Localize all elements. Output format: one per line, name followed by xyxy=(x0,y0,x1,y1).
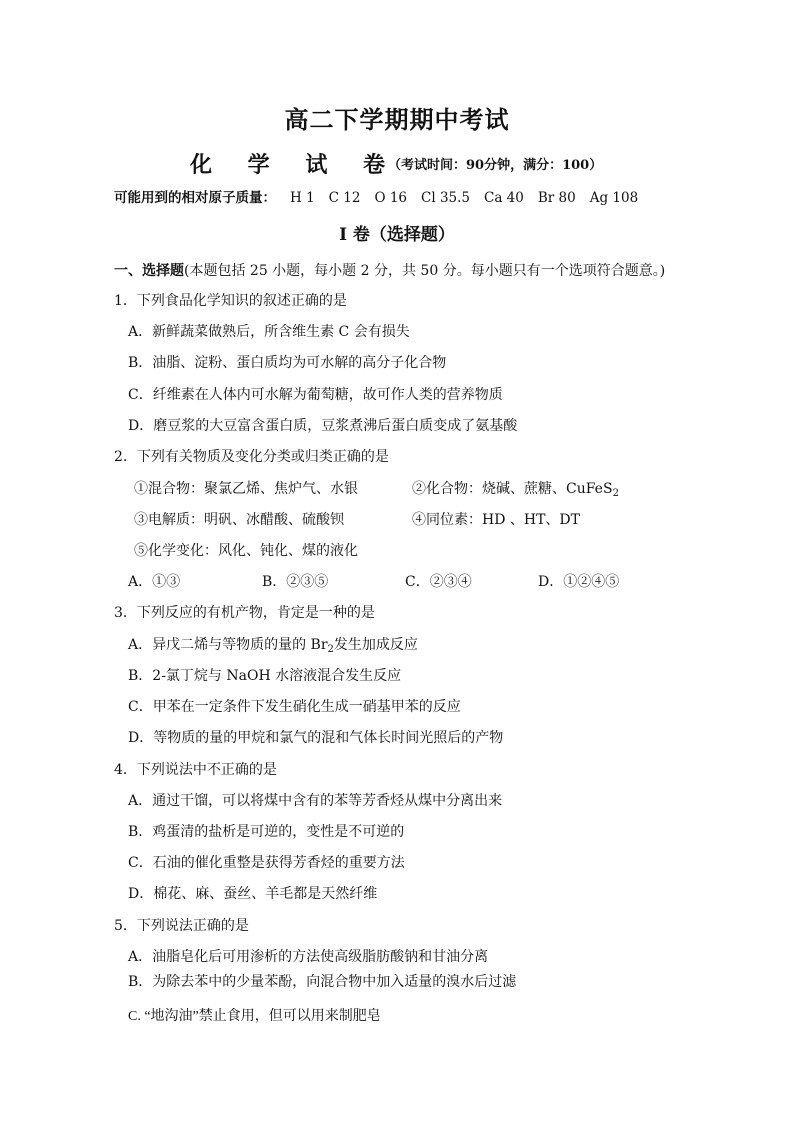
subscript: 2 xyxy=(612,488,619,499)
part1-heading xyxy=(114,260,665,280)
answer-option: C. “地沟油”禁止食用，但可以用来制肥皂 xyxy=(128,1009,381,1024)
classification-item: ③电解质：明矾、冰醋酸、硫酸钡 xyxy=(134,512,344,528)
atomic-mass-value: Ca 40 xyxy=(484,190,524,206)
answer-option: A．油脂皂化后可用渗析的方法使高级脂肪酸钠和甘油分离 xyxy=(128,949,489,965)
answer-option: C．石油的催化重整是获得芳香烃的重要方法 xyxy=(128,855,405,871)
classification-item: ⑤化学变化：风化、钝化、煤的液化 xyxy=(134,543,358,559)
paper-subtitle: 化 学 试 卷 xyxy=(190,152,399,178)
atomic-masses-label: 可能用到的相对原子质量： xyxy=(114,190,276,206)
classification-text: ②化合物：烧碱、蔗糖、CuFeS xyxy=(412,481,613,497)
option-text: 发生加成反应 xyxy=(333,637,418,653)
answer-option xyxy=(128,634,418,655)
answer-option: A．新鲜蔬菜做熟后，所含维生素 C 会有损失 xyxy=(128,324,410,340)
answer-option: B．2-氯丁烷与 NaOH 水溶液混合发生反应 xyxy=(128,668,402,684)
answer-option: C．甲苯在一定条件下发生硝化生成一硝基甲苯的反应 xyxy=(128,699,461,715)
question-stem: 3．下列反应的有机产物，肯定是一种的是 xyxy=(114,605,375,621)
answer-option: A．通过干馏，可以将煤中含有的苯等芳香烃从煤中分离出来 xyxy=(128,793,503,809)
atomic-mass-value: Br 80 xyxy=(537,190,576,206)
atomic-mass-value: Ag 108 xyxy=(589,190,639,206)
answer-option: B．鸡蛋清的盐析是可逆的，变性是不可逆的 xyxy=(128,824,405,840)
answer-option: D．磨豆浆的大豆富含蛋白质，豆浆煮沸后蛋白质变成了氨基酸 xyxy=(128,418,518,434)
answer-option: D．棉花、麻、蚕丝、羊毛都是天然纤维 xyxy=(128,886,378,902)
question-stem: 5．下列说法正确的是 xyxy=(114,918,249,934)
answer-option: C．②③④ xyxy=(405,574,472,590)
classification-item: ①混合物：聚氯乙烯、焦炉气、水银 xyxy=(134,481,358,497)
answer-option: B．②③⑤ xyxy=(262,574,329,590)
answer-option: B．为除去苯中的少量苯酚，向混合物中加入适量的溴水后过滤 xyxy=(128,974,517,990)
question-stem: 4．下列说法中不正确的是 xyxy=(114,762,277,778)
question-stem: 1．下列食品化学知识的叙述正确的是 xyxy=(114,293,347,309)
answer-option: D．等物质的量的甲烷和氯气的混和气体长时间光照后的产物 xyxy=(128,730,504,746)
classification-item xyxy=(412,478,619,499)
answer-option: C．纤维素在人体内可水解为葡萄糖，故可作人类的营养物质 xyxy=(128,387,503,403)
classification-item: ④同位素：HD 、HT、DT xyxy=(412,512,580,528)
atomic-mass-value: C 12 xyxy=(328,190,361,206)
atomic-masses-line xyxy=(114,186,638,206)
question-stem: 2．下列有关物质及变化分类或归类正确的是 xyxy=(114,449,389,465)
part1-label: 一、选择题 xyxy=(114,263,184,279)
atomic-mass-value: Cl 35.5 xyxy=(421,190,471,206)
answer-option: A．①③ xyxy=(128,574,181,590)
atomic-mass-value: H 1 xyxy=(290,190,315,206)
option-text: A．异戊二烯与等物质的量的 Br xyxy=(128,637,328,653)
part1-instructions: (本题包括 25 小题，每小题 2 分，共 50 分。每小题只有一个选项符合题意。) xyxy=(184,263,666,279)
section-title: I 卷（选择题） xyxy=(339,225,455,245)
answer-option: B．油脂、淀粉、蛋白质均为可水解的高分子化合物 xyxy=(128,355,447,371)
answer-option: D．①②④⑤ xyxy=(538,574,620,590)
exam-title: 高二下学期期中考试 xyxy=(284,105,510,134)
exam-time-info: （考试时间：90分钟，满分：100） xyxy=(388,158,603,173)
subscript: 2 xyxy=(327,644,334,655)
atomic-mass-value: O 16 xyxy=(374,190,408,206)
